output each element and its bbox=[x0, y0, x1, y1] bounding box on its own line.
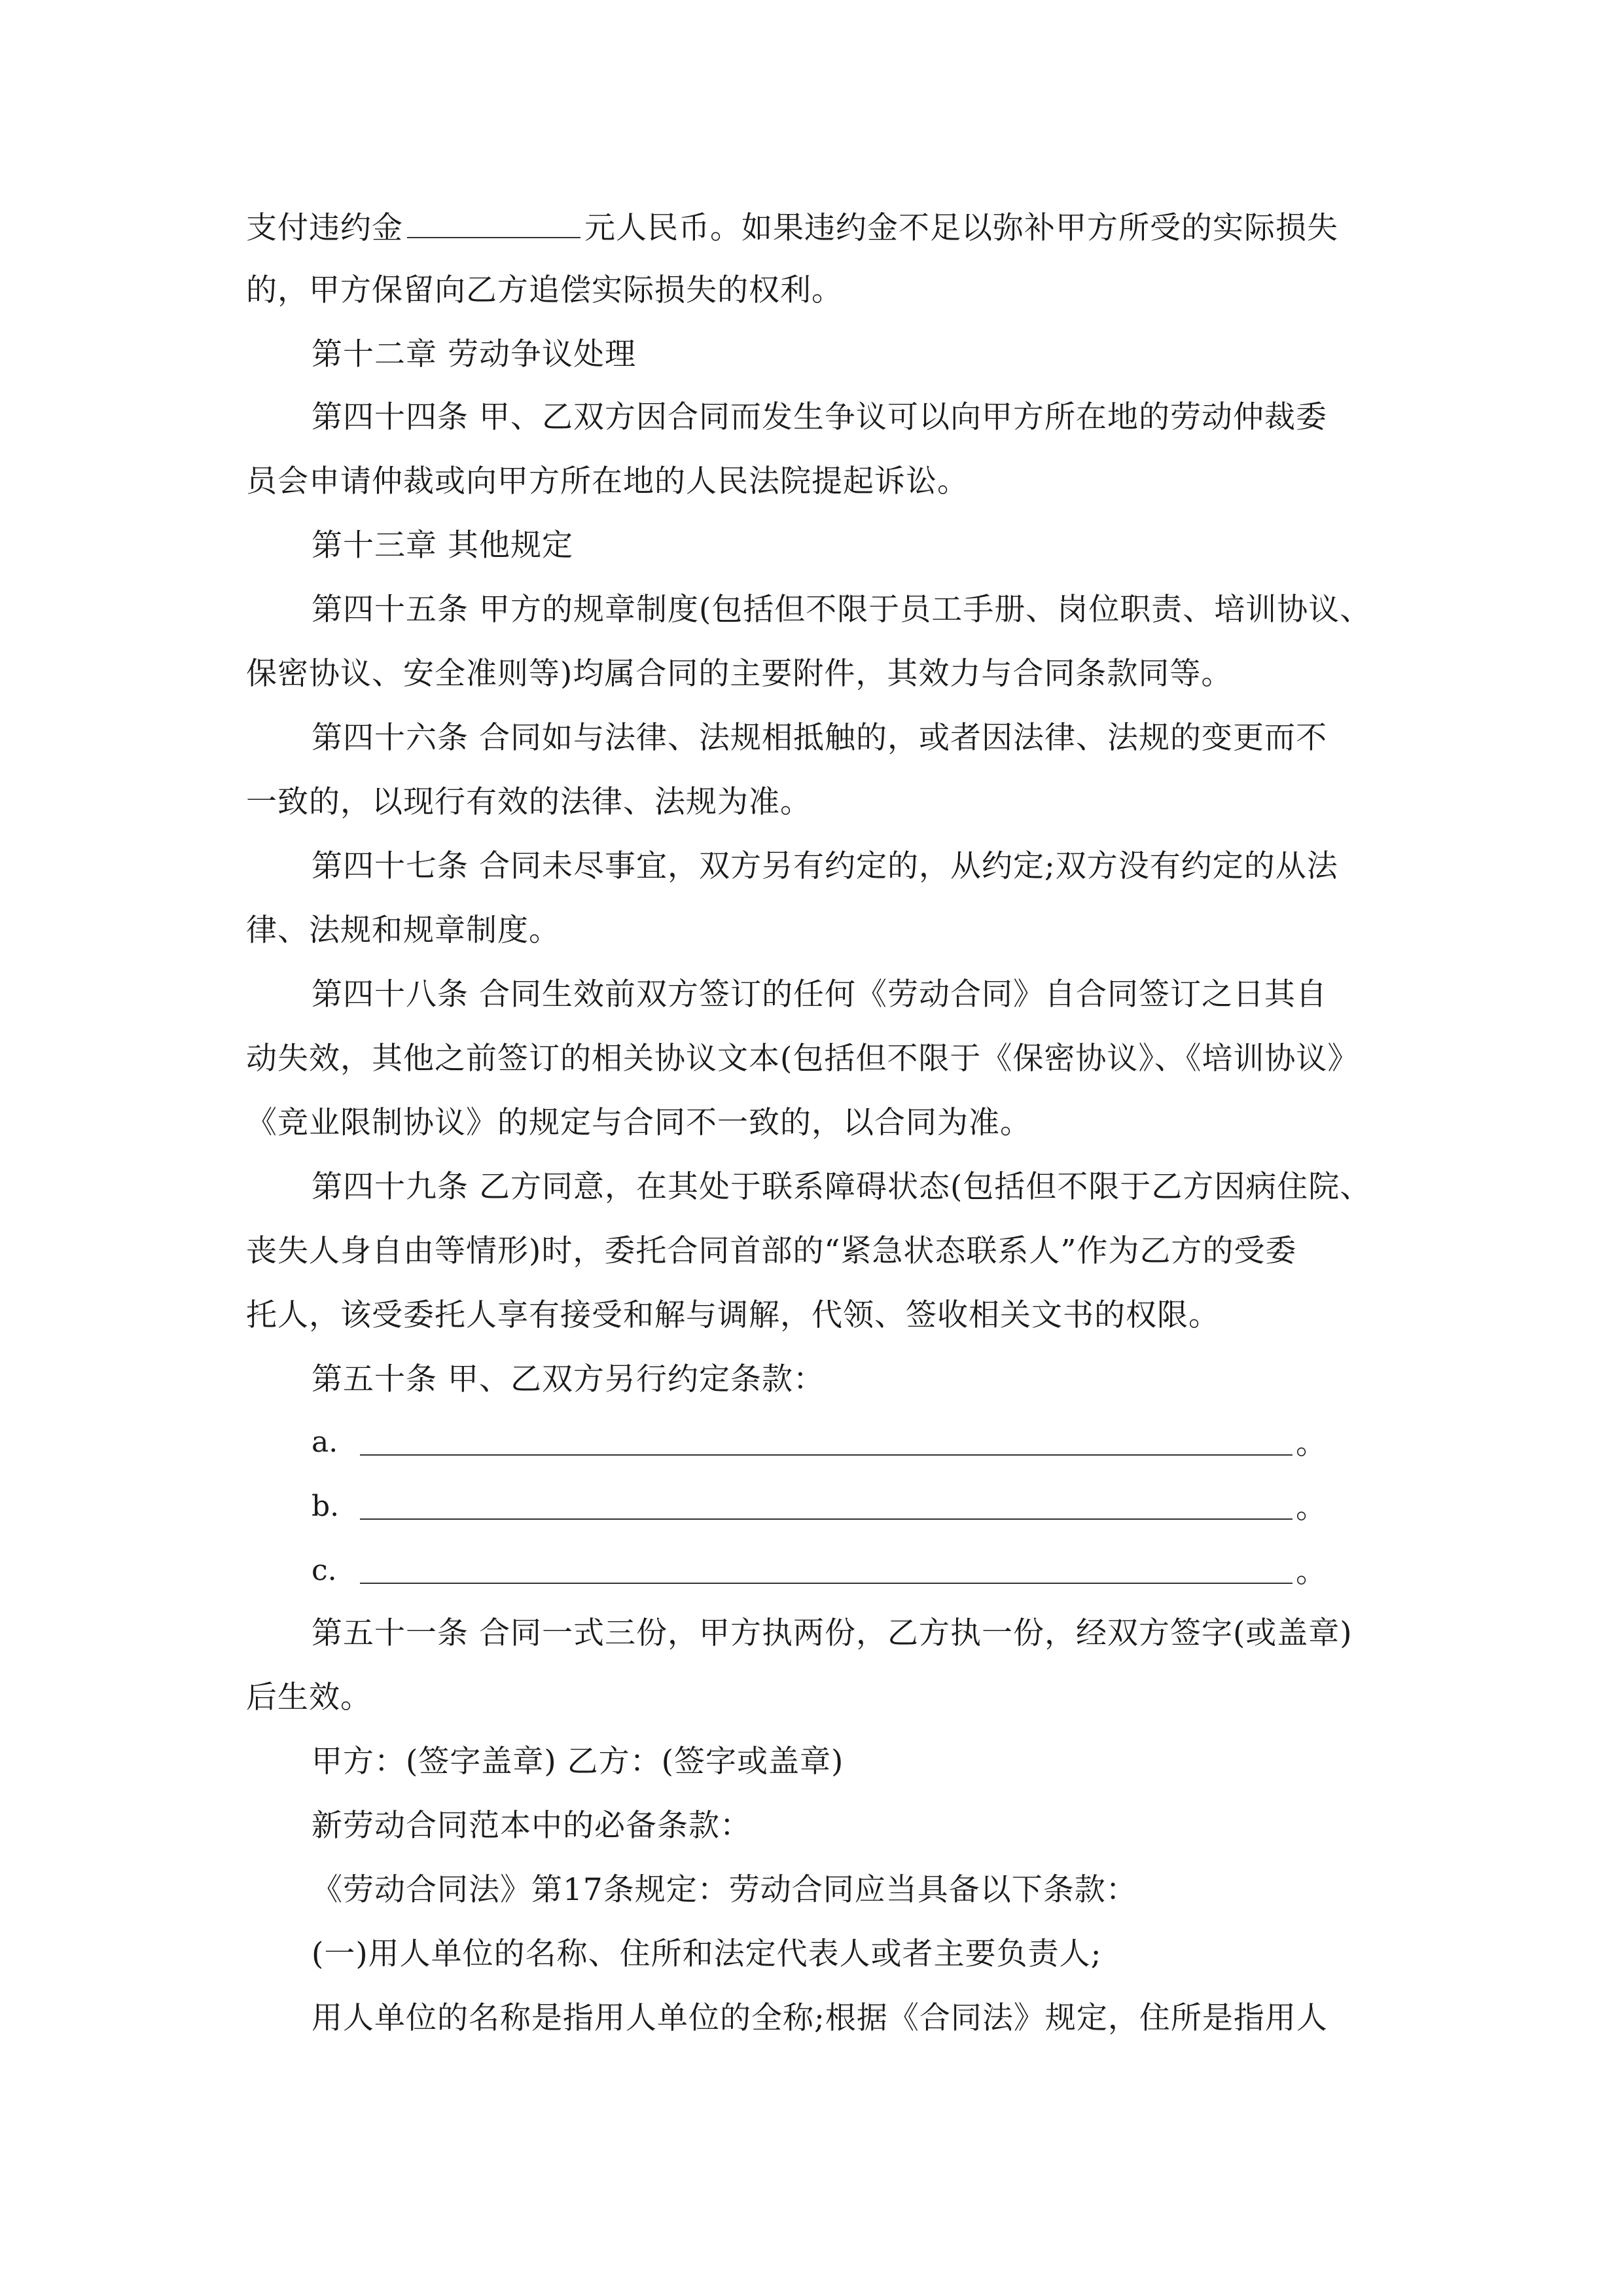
option-end: 。 bbox=[1296, 1426, 1327, 1462]
option-blank bbox=[360, 1454, 1293, 1456]
text-line: 第四十五条 甲方的规章制度(包括但不限于员工手册、岗位职责、培训协议、 bbox=[312, 592, 1372, 628]
text-line: 第四十八条 合同生效前双方签订的任何《劳动合同》自合同签订之日其自 bbox=[312, 977, 1327, 1013]
chapter-heading: 第十三章 其他规定 bbox=[312, 528, 573, 564]
text-line: 第四十七条 合同未尽事宜，双方另有约定的，从约定;双方没有约定的从法 bbox=[312, 848, 1338, 884]
option-blank bbox=[360, 1518, 1293, 1520]
option-end: 。 bbox=[1296, 1490, 1327, 1526]
text-line: 保密协议、安全准则等)均属合同的主要附件，其效力与合同条款同等。 bbox=[246, 656, 1233, 692]
text-line: 动失效，其他之前签订的相关协议文本(包括但不限于《保密协议》、《培训协议》 bbox=[246, 1041, 1359, 1077]
text-line-suffix: 元人民币。如果违约金不足以弥补甲方所受的实际损失 bbox=[584, 210, 1338, 246]
option-end: 。 bbox=[1296, 1554, 1327, 1590]
text-line: (一)用人单位的名称、住所和法定代表人或者主要负责人; bbox=[312, 1936, 1102, 1972]
text-line: 新劳动合同范本中的必备条款： bbox=[312, 1808, 751, 1844]
text-line: 第五十条 甲、乙双方另行约定条款： bbox=[312, 1361, 825, 1397]
option-letter: b. bbox=[312, 1490, 340, 1523]
text-line: 第五十一条 合同一式三份，甲方执两份，乙方执一份，经双方签字(或盖章) bbox=[312, 1615, 1353, 1651]
text-line-prefix: 支付违约金 bbox=[246, 210, 403, 246]
text-line bbox=[246, 208, 1338, 248]
text-line: 后生效。 bbox=[246, 1679, 372, 1715]
text-line: 《竞业限制协议》的规定与合同不一致的，以合同为准。 bbox=[246, 1105, 1031, 1141]
text-line: 用人单位的名称是指用人单位的全称;根据《合同法》规定，住所是指用人 bbox=[312, 2000, 1328, 2036]
option-blank bbox=[360, 1583, 1293, 1584]
amount-blank bbox=[407, 208, 580, 238]
text-line: 托人，该受委托人享有接受和解与调解，代领、签收相关文书的权限。 bbox=[246, 1297, 1220, 1333]
text-line: 律、法规和规章制度。 bbox=[246, 912, 560, 948]
signature-line: 甲方：(签字盖章) 乙方：(签字或盖章) bbox=[312, 1744, 844, 1780]
text-line: 丧失人身自由等情形)时，委托合同首部的“紧急状态联系人”作为乙方的受委 bbox=[246, 1233, 1297, 1269]
text-line: 第四十九条 乙方同意，在其处于联系障碍状态(包括但不限于乙方因病住院、 bbox=[312, 1169, 1372, 1205]
text-line: 一致的，以现行有效的法律、法规为准。 bbox=[246, 784, 812, 820]
option-letter: a. bbox=[312, 1426, 338, 1459]
text-line: 的，甲方保留向乙方追偿实际损失的权利。 bbox=[246, 272, 843, 308]
text-line: 第四十六条 合同如与法律、法规相抵触的，或者因法律、法规的变更而不 bbox=[312, 720, 1327, 756]
chapter-heading: 第十二章 劳动争议处理 bbox=[312, 336, 636, 372]
text-line: 员会申请仲裁或向甲方所在地的人民法院提起诉讼。 bbox=[246, 463, 969, 499]
text-line: 《劳动合同法》第17条规定：劳动合同应当具备以下条款： bbox=[312, 1872, 1137, 1908]
text-line: 第四十四条 甲、乙双方因合同而发生争议可以向甲方所在地的劳动仲裁委 bbox=[312, 399, 1327, 435]
option-letter: c. bbox=[312, 1554, 337, 1587]
